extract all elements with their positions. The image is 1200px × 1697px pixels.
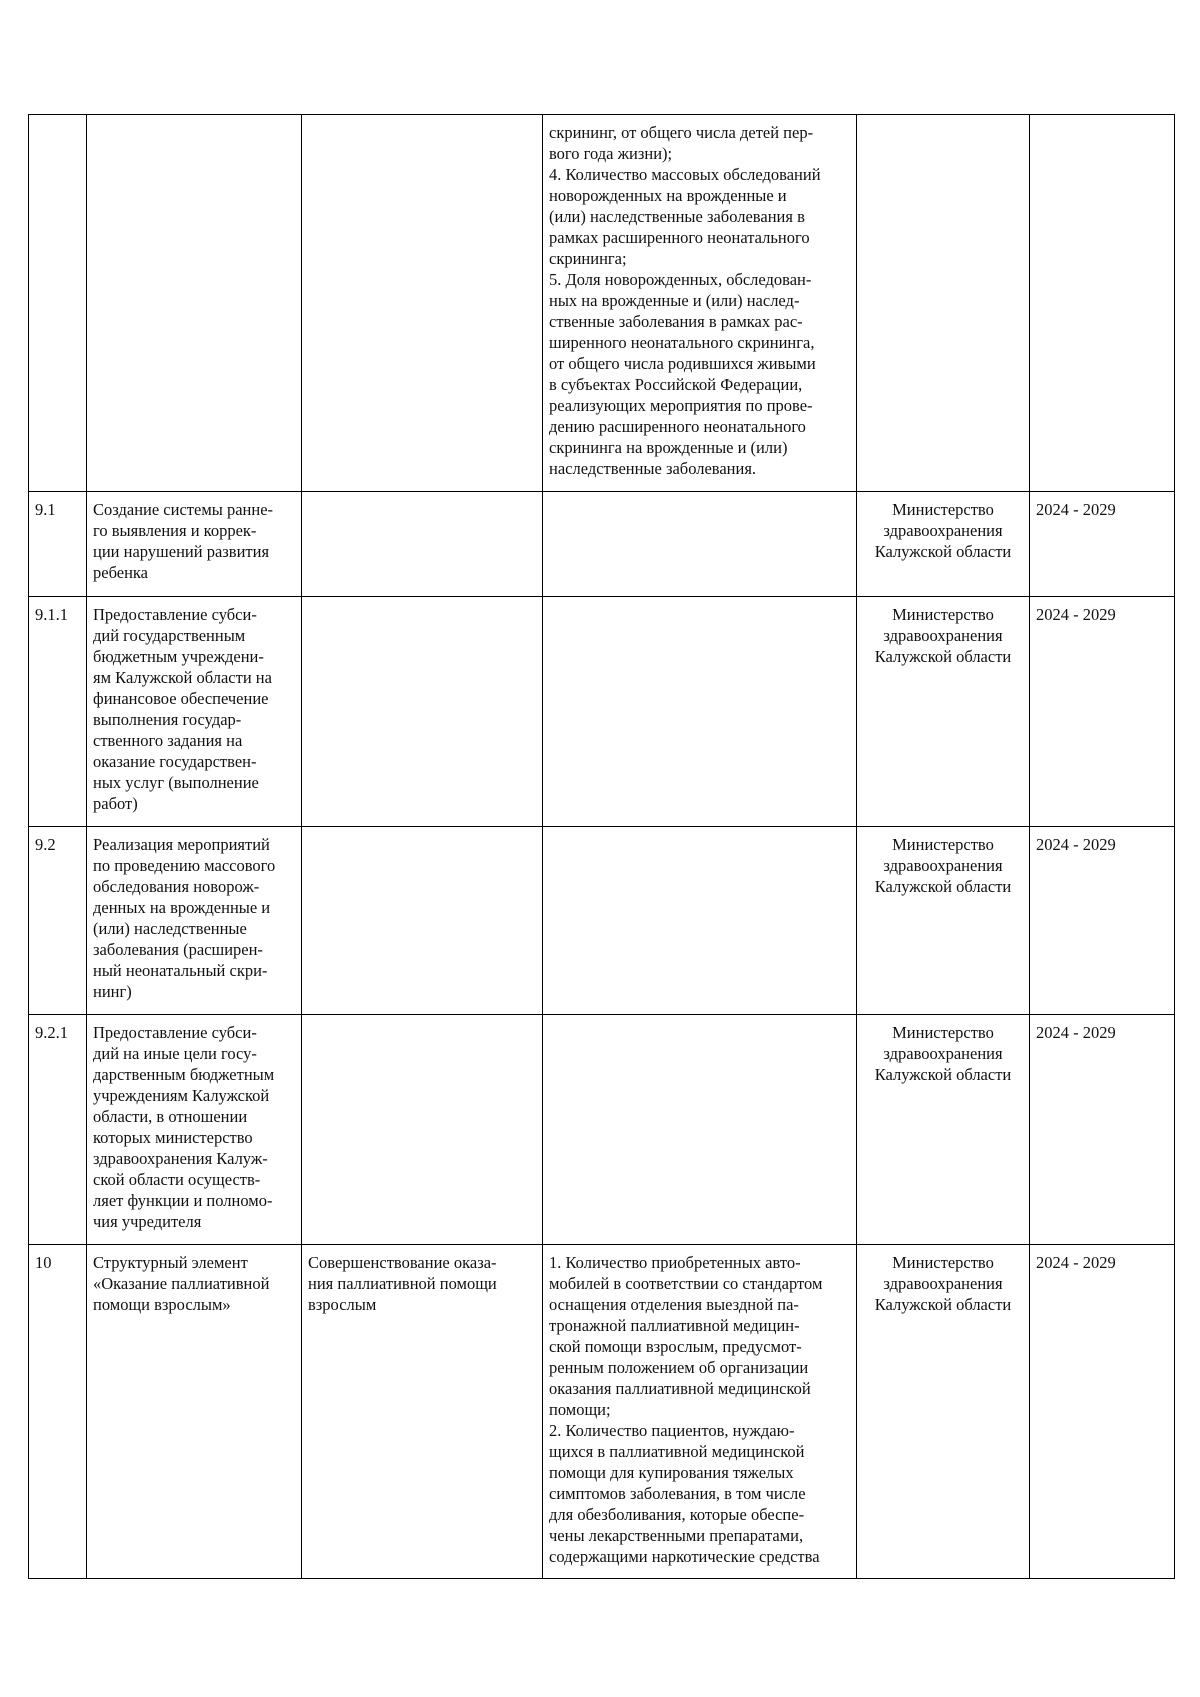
- cell-name: [87, 115, 302, 492]
- cell-indicators: [543, 597, 857, 827]
- table-row: [29, 115, 1175, 492]
- cell-task: [302, 492, 543, 597]
- cell-responsible: [857, 115, 1030, 492]
- cell-responsible: Министерство здравоохранения Калужской области: [857, 1245, 1030, 1579]
- table-row: [29, 597, 1175, 827]
- cell-period: [1030, 115, 1175, 492]
- program-table: [28, 114, 1175, 1579]
- cell-period: 2024 - 2029: [1030, 1015, 1175, 1245]
- cell-period: 2024 - 2029: [1030, 597, 1175, 827]
- cell-responsible: Министерство здравоохранения Калужской области: [857, 492, 1030, 597]
- cell-indicators: [543, 492, 857, 597]
- table-row: [29, 1245, 1175, 1579]
- cell-name: Создание системы ранне- го выявления и коррек- ции нарушений развития ребенка: [87, 492, 302, 597]
- cell-name: Структурный элемент «Оказание паллиативной помощи взрослым»: [87, 1245, 302, 1579]
- cell-responsible: Министерство здравоохранения Калужской области: [857, 597, 1030, 827]
- cell-name: Реализация мероприятий по проведению массового обследования новорож- денных на врожденные и (или) наследственные заболевания (расширен- ный неонатальный скри- нинг): [87, 827, 302, 1015]
- cell-indicators: [543, 1015, 857, 1245]
- cell-indicators: 1. Количество приобретенных авто- мобилей в соответствии со стандартом оснащения отделения выездной па- тронажной паллиативной медицин- ской помощи взрослым, предусмот- ренным положением об организации оказания паллиативной медицинской помощи; 2. Количество пациентов, нуждаю- щихся в паллиативной медицинской помощи для купирования тяжелых симптомов заболевания, в том числе для обезболивания, которые обеспе- чены лекарственными препаратами, содержащими наркотические средства: [543, 1245, 857, 1579]
- cell-number: 9.1.1: [29, 597, 87, 827]
- cell-period: 2024 - 2029: [1030, 1245, 1175, 1579]
- table-row: [29, 492, 1175, 597]
- cell-number: 9.1: [29, 492, 87, 597]
- cell-task: [302, 597, 543, 827]
- cell-number: 9.2.1: [29, 1015, 87, 1245]
- cell-name: Предоставление субси- дий государственным бюджетным учреждени- ям Калужской области на финансовое обеспечение выполнения государ- ственного задания на оказание государствен- ных услуг (выполнение работ): [87, 597, 302, 827]
- cell-indicators: [543, 827, 857, 1015]
- cell-period: 2024 - 2029: [1030, 827, 1175, 1015]
- cell-task: [302, 1015, 543, 1245]
- cell-number: 9.2: [29, 827, 87, 1015]
- cell-period: 2024 - 2029: [1030, 492, 1175, 597]
- cell-responsible: Министерство здравоохранения Калужской области: [857, 827, 1030, 1015]
- cell-indicators: скрининг, от общего числа детей пер- вого года жизни); 4. Количество массовых обследований новорожденных на врожденные и (или) наследственные заболевания в рамках расширенного неонатального скрининга; 5. Доля новорожденных, обследован- ных на врожденные и (или) наслед- ственные заболевания в рамках рас- ширенного неонатального скрининга, от общего числа родившихся живыми в субъектах Российской Федерации, реализующих мероприятия по прове- дению расширенного неонатального скрининга на врожденные и (или) наследственные заболевания.: [543, 115, 857, 492]
- table-row: [29, 827, 1175, 1015]
- cell-number: 10: [29, 1245, 87, 1579]
- cell-task: Совершенствование оказа- ния паллиативной помощи взрослым: [302, 1245, 543, 1579]
- cell-name: Предоставление субси- дий на иные цели госу- дарственным бюджетным учреждениям Калужской области, в отношении которых министерство здравоохранения Калуж- ской области осуществ- ляет функции и полномо- чия учредителя: [87, 1015, 302, 1245]
- cell-responsible: Министерство здравоохранения Калужской области: [857, 1015, 1030, 1245]
- cell-number: [29, 115, 87, 492]
- cell-task: [302, 827, 543, 1015]
- cell-task: [302, 115, 543, 492]
- table-row: [29, 1015, 1175, 1245]
